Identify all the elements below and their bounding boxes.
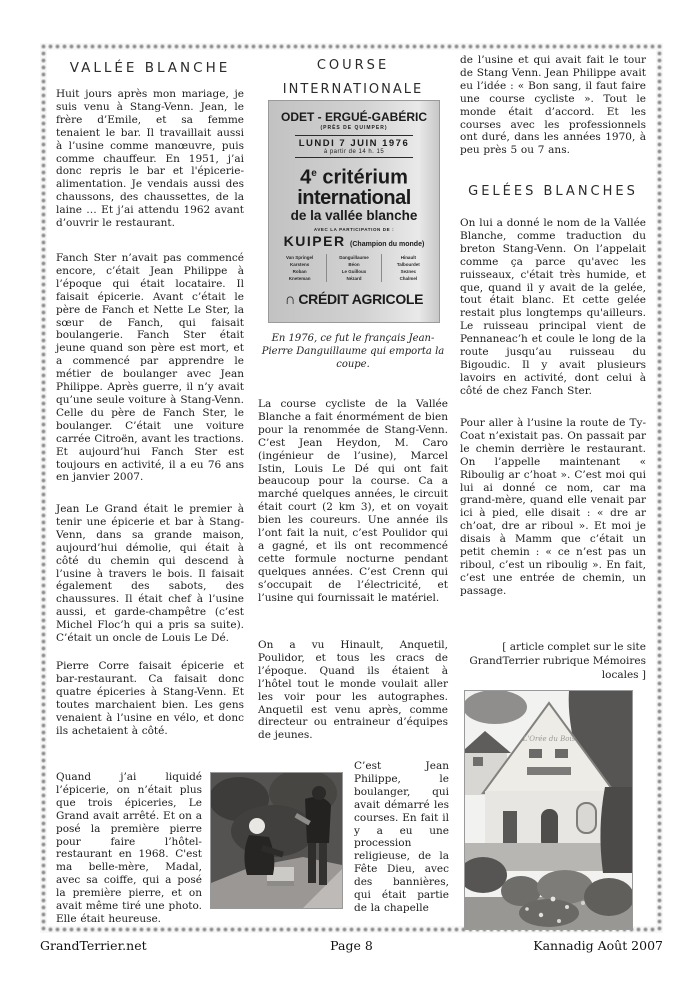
race-poster <box>268 100 440 323</box>
section-title-course-line1: COURSE <box>316 58 390 73</box>
paragraph: On a vu Hinault, Anquetil, Poulidor, et tous les cracs de l’époque. Quand ils étaient à l’hôtel tout le monde voulait aller les voir pour les autographes. Anquetil est venu après, comme directeur ou entraineur d’équipes de jeunes. <box>258 639 448 742</box>
paragraph: Fanch Ster n’avait pas commencé encore, c’était Jean Philippe à l’époque qui était locataire. Il faisait épicerie. Avant c’était le père de Fanch et Nette Le Ster, la sœur de Fanch, qui faisait boulangerie. Fanch Ster était jeune quand son père est mort, et a commencé par apprendre le métier de boulanger avec Jean Philippe. Après guerre, il n’y avait qu’une seule voiture à Stang-Venn. Celle du père de Fanch Ster, le boulanger. C’était une voiture carrée Citroën, avant les tractions. Et aujourd’hui Fanch Ster est toujours en activité, il a eu 76 ans en janvier 2007. <box>56 252 244 484</box>
paragraph: Huit jours après mon mariage, je suis venu à Stang-Venn. Jean, le frère d’Emile, et sa femme tenaient le bar. Il travaillait aussi à l’usine comme manœuvre, puis comme chauffeur. En 1951, j’ai donc repris le bar et l'épicerie-alimentation. Je vendais aussi des chaussons, des chaussettes, de la laine … Et j’ai attendu 1962 avant d’ouvrir le restaurant. <box>56 88 244 230</box>
poster-headline-word: critérium <box>316 166 408 189</box>
photo-premiere-pierre <box>210 772 343 909</box>
poster-riders-col1 <box>273 254 326 282</box>
poster-star-rider <box>269 233 439 251</box>
poster-sponsor <box>269 291 439 308</box>
ornamental-border-top <box>40 43 663 50</box>
section-title-gelees-blanches: GELÉES BLANCHES <box>468 184 638 199</box>
poster-sublocation: (PRÈS DE QUIMPER) <box>320 125 388 131</box>
ornamental-border-left <box>40 43 47 933</box>
poster-riders-col2 <box>326 254 381 282</box>
poster-caption: En 1976, ce fut le français Jean-Pierre Danguillaume qui emporta la coupe. <box>261 333 445 370</box>
poster-location: ODET - ERGUÉ-GABÉRIC <box>280 110 427 124</box>
paragraph: Jean Le Grand était le premier à tenir une épicerie et bar à Stang-Venn, dans sa grande maison, aujourd’hui démolie, qui était à côté du chemin qui descend à l’usine à travers le bois. Il faisait également des sabots, des chaussures. Il était chef à l’usine aussi, et garde-champêtre (c’est Michel Floc’h qui a pris sa suite). C’était un oncle de Louis Le Dé. <box>56 503 244 645</box>
photo-hotel-restaurant-image <box>465 691 632 929</box>
section-title-vallee-blanche: VALLÉE BLANCHE <box>69 60 231 76</box>
footer-issue-date: Kannadig Août 2007 <box>533 938 663 953</box>
paragraph: On lui a donné le nom de la Vallée Blanche, comme traduction du breton Stang-Venn. On l’appelait comme ça parce qu'avec les ruisseaux, c'était très humide, et que, quand il y avait de la gelée, tout était blanc. Et cette gelée restait plus longtemps qu'ailleurs. Le ruisseau principal vient de Pennaneac’h et coule le long de la route jusqu’au ruisseau du Bigoudic. Il y avait plusieurs lavoirs en activité, dont celui à côté de chez Fanch Ster. <box>460 217 646 397</box>
rider-name: Roban <box>292 268 307 274</box>
poster-participation: AVEC LA PARTICIPATION DE : <box>313 226 395 232</box>
rider-name: Danguillaume <box>339 254 369 260</box>
credit-agricole-logo-icon: ∩ <box>284 290 296 308</box>
svg-text:L'Orée du Bois: L'Orée du Bois <box>522 735 576 743</box>
poster-headline-1 <box>269 164 439 188</box>
poster-headline-2: international <box>297 186 411 209</box>
ornamental-border-right <box>656 43 663 933</box>
rider-name: Béon <box>348 261 360 267</box>
rider-name: Seznec <box>400 268 417 274</box>
poster-headline-3: de la vallée blanche <box>290 207 418 223</box>
rider-name: Nézard <box>346 275 362 281</box>
rider-name: Karstens <box>290 261 310 267</box>
poster-time: à partir de 14 h. 15 <box>295 149 413 158</box>
poster-riders-list <box>269 254 439 282</box>
section-title-course-line2: INTERNATIONALE <box>282 82 424 97</box>
rider-name: Le Guilloux <box>341 268 367 274</box>
rider-name: Hinault <box>400 254 416 260</box>
paragraph: La course cycliste de la Vallée Blanche a fait énormément de bien pour la renommée de Stang-Venn. C’est Jean Heydon, M. Caro (ingénieur de l’usine), Marcel Istin, Louis Le Dé qui ont fait beaucoup pour la course. Ca a marché quelques années, le circuit était court (2 km 3), et on voyait bien les coureurs. Une année ils l’ont fait la nuit, c’est Poulidor qui a gagné, et ils ont recommencé cette formule nocturne pendant quelques années. C’est Crenn qui s’occupait de l’électricité, et l’usine qui fournissait le matériel. <box>258 398 448 604</box>
poster-star-title: (Champion du monde) <box>350 240 425 248</box>
poster-riders-col3 <box>382 254 435 282</box>
poster-date: LUNDI 7 JUIN 1976 <box>298 138 410 149</box>
rider-name: Chalmel <box>399 275 418 281</box>
rider-name: Van Springel <box>286 254 314 260</box>
paragraph: de l’usine et qui avait fait le tour de Stang Venn. Jean Philippe avait eu l’idée : « Bon sang, il faut faire une course cycliste ». Tout le monde était d’accord. Et les courses avec les professionnels ont duré, dans les années 1970, à peu près 5 ou 7 ans. <box>460 54 646 157</box>
photo-hotel-restaurant <box>464 690 633 930</box>
paragraph-wrapping-photo: C’est Jean Philippe, le boulanger, qui avait démarré les courses. En fait il y a eu une procession religieuse, de la Fête Dieu, avec des bannières, qui était partie de la chapelle <box>354 760 449 914</box>
rider-name: Talbourdet <box>396 261 420 267</box>
poster-sponsor-name: CRÉDIT AGRICOLE <box>298 290 424 307</box>
paragraph: Pour aller à l’usine la route de Ty-Coat n’existait pas. On passait par le chemin derrière le restaurant. On l’appelle maintenant « Riboulig ar c’hoat ». C’est moi qui lui ai donné ce nom, car ma grand-mère, quand elle venait par ici à pied, elle disait : « dre ar ch’oat, dre ar riboul ». Et moi je disais à Mamm que c’était un petit chemin : « ce n’est pas un riboul, c’est un riboulig ». En fait, c’est une entrée de chemin, un passage. <box>460 417 646 597</box>
footer-site-name: GrandTerrier.net <box>40 938 147 953</box>
poster-headline-number: 4 <box>300 166 312 189</box>
article-reference-note: [ article complet sur le site GrandTerrier rubrique Mémoires locales ] <box>469 641 646 681</box>
paragraph: Pierre Corre faisait épicerie et bar-restaurant. Ca faisait donc quatre épiceries à Stang-Venn. Et toutes marchaient bien. Les gens venaient à l’usine en vélo, et donc ils achetaient à côté. <box>56 660 244 737</box>
photo-premiere-pierre-image <box>211 773 342 908</box>
footer-page-number: Page 8 <box>330 938 373 953</box>
poster-headline-sup: e <box>311 168 317 179</box>
rider-name: Kneteman <box>288 275 311 281</box>
paragraph-wrapping-photo: Quand j’ai liquidé l’épicerie, on n’était plus que trois épiceries, Le Grand avait arrêté. Et on a posé la première pierre pour faire l’hôtel-restaurant en 1968. C'est ma belle-mère, Madal, avec sa coiffe, qui a posé la première pierre, et on avait même tiré une photo. Elle était heureuse. <box>56 771 202 925</box>
poster-date-block <box>295 135 413 158</box>
poster-star-name: KUIPER <box>283 232 346 249</box>
